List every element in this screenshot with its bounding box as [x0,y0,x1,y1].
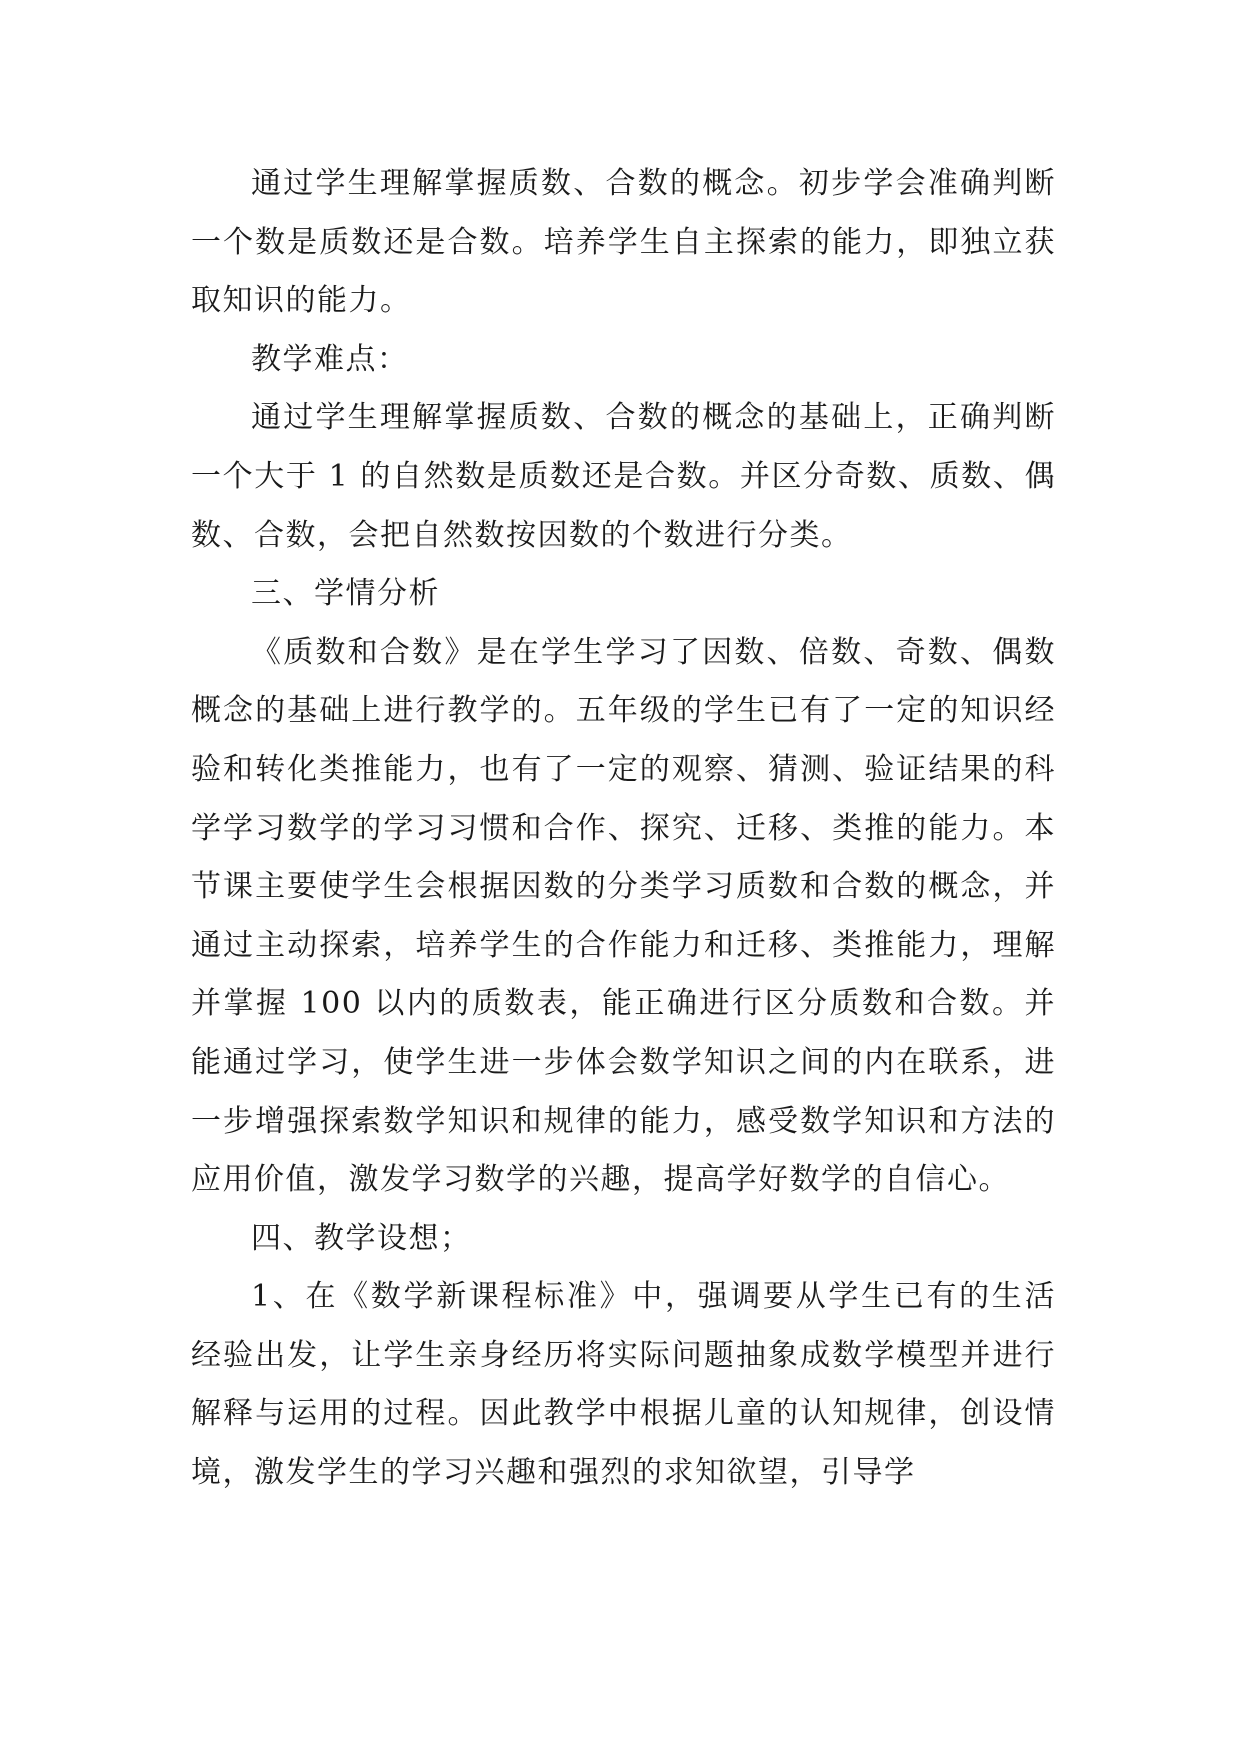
paragraph-difficulty-text: 通过学生理解掌握质数、合数的概念的基础上，正确判断一个大于 1 的自然数是质数还是合数。并区分奇数、质数、偶数、合数，会把自然数按因数的个数进行分类。 [191,400,1056,553]
heading-teaching-design: 四、教学设想； [251,1220,472,1256]
paragraph-student-analysis-text: 《质数和合数》是在学生学习了因数、倍数、奇数、偶数概念的基础上进行教学的。五年级的学生已有了一定的知识经验和转化类推能力，也有了一定的观察、猜测、验证结果的科学学习数学的学习习惯和合作、探究、迁移、类推的能力。本节课主要使学生会根据因数的分类学习质数和合数的概念，并通过主动探索，培养学生的合作能力和迁移、类推能力，理解并掌握 100 以内的质数表，能正确进行区分质数和合数。并能通过学习，使学生进一步体会数学知识之间的内在联系，进一步增强探索数学知识和规律的能力，感受数学知识和方法的应用价值，激发学习数学的兴趣，提高学好数学的自信心。 [191,634,1056,1198]
heading-student-analysis: 三、学情分析 [251,576,440,612]
paragraph-teaching-design-text: 1、在《数学新课程标准》中，强调要从学生已有的生活经验出发，让学生亲身经历将实际问题抽象成数学模型并进行解释与运用的过程。因此教学中根据儿童的认知规律，创设情境，激发学生的学习兴趣和强烈的求知欲望，引导学 [191,1279,1056,1491]
heading-teaching-difficulty: 教学难点： [251,341,409,377]
document-body [191,155,1056,1503]
paragraph-objectives-text: 通过学生理解掌握质数、合数的概念。初步学会准确判断一个数是质数还是合数。培养学生自主探索的能力，即独立获取知识的能力。 [191,166,1056,319]
